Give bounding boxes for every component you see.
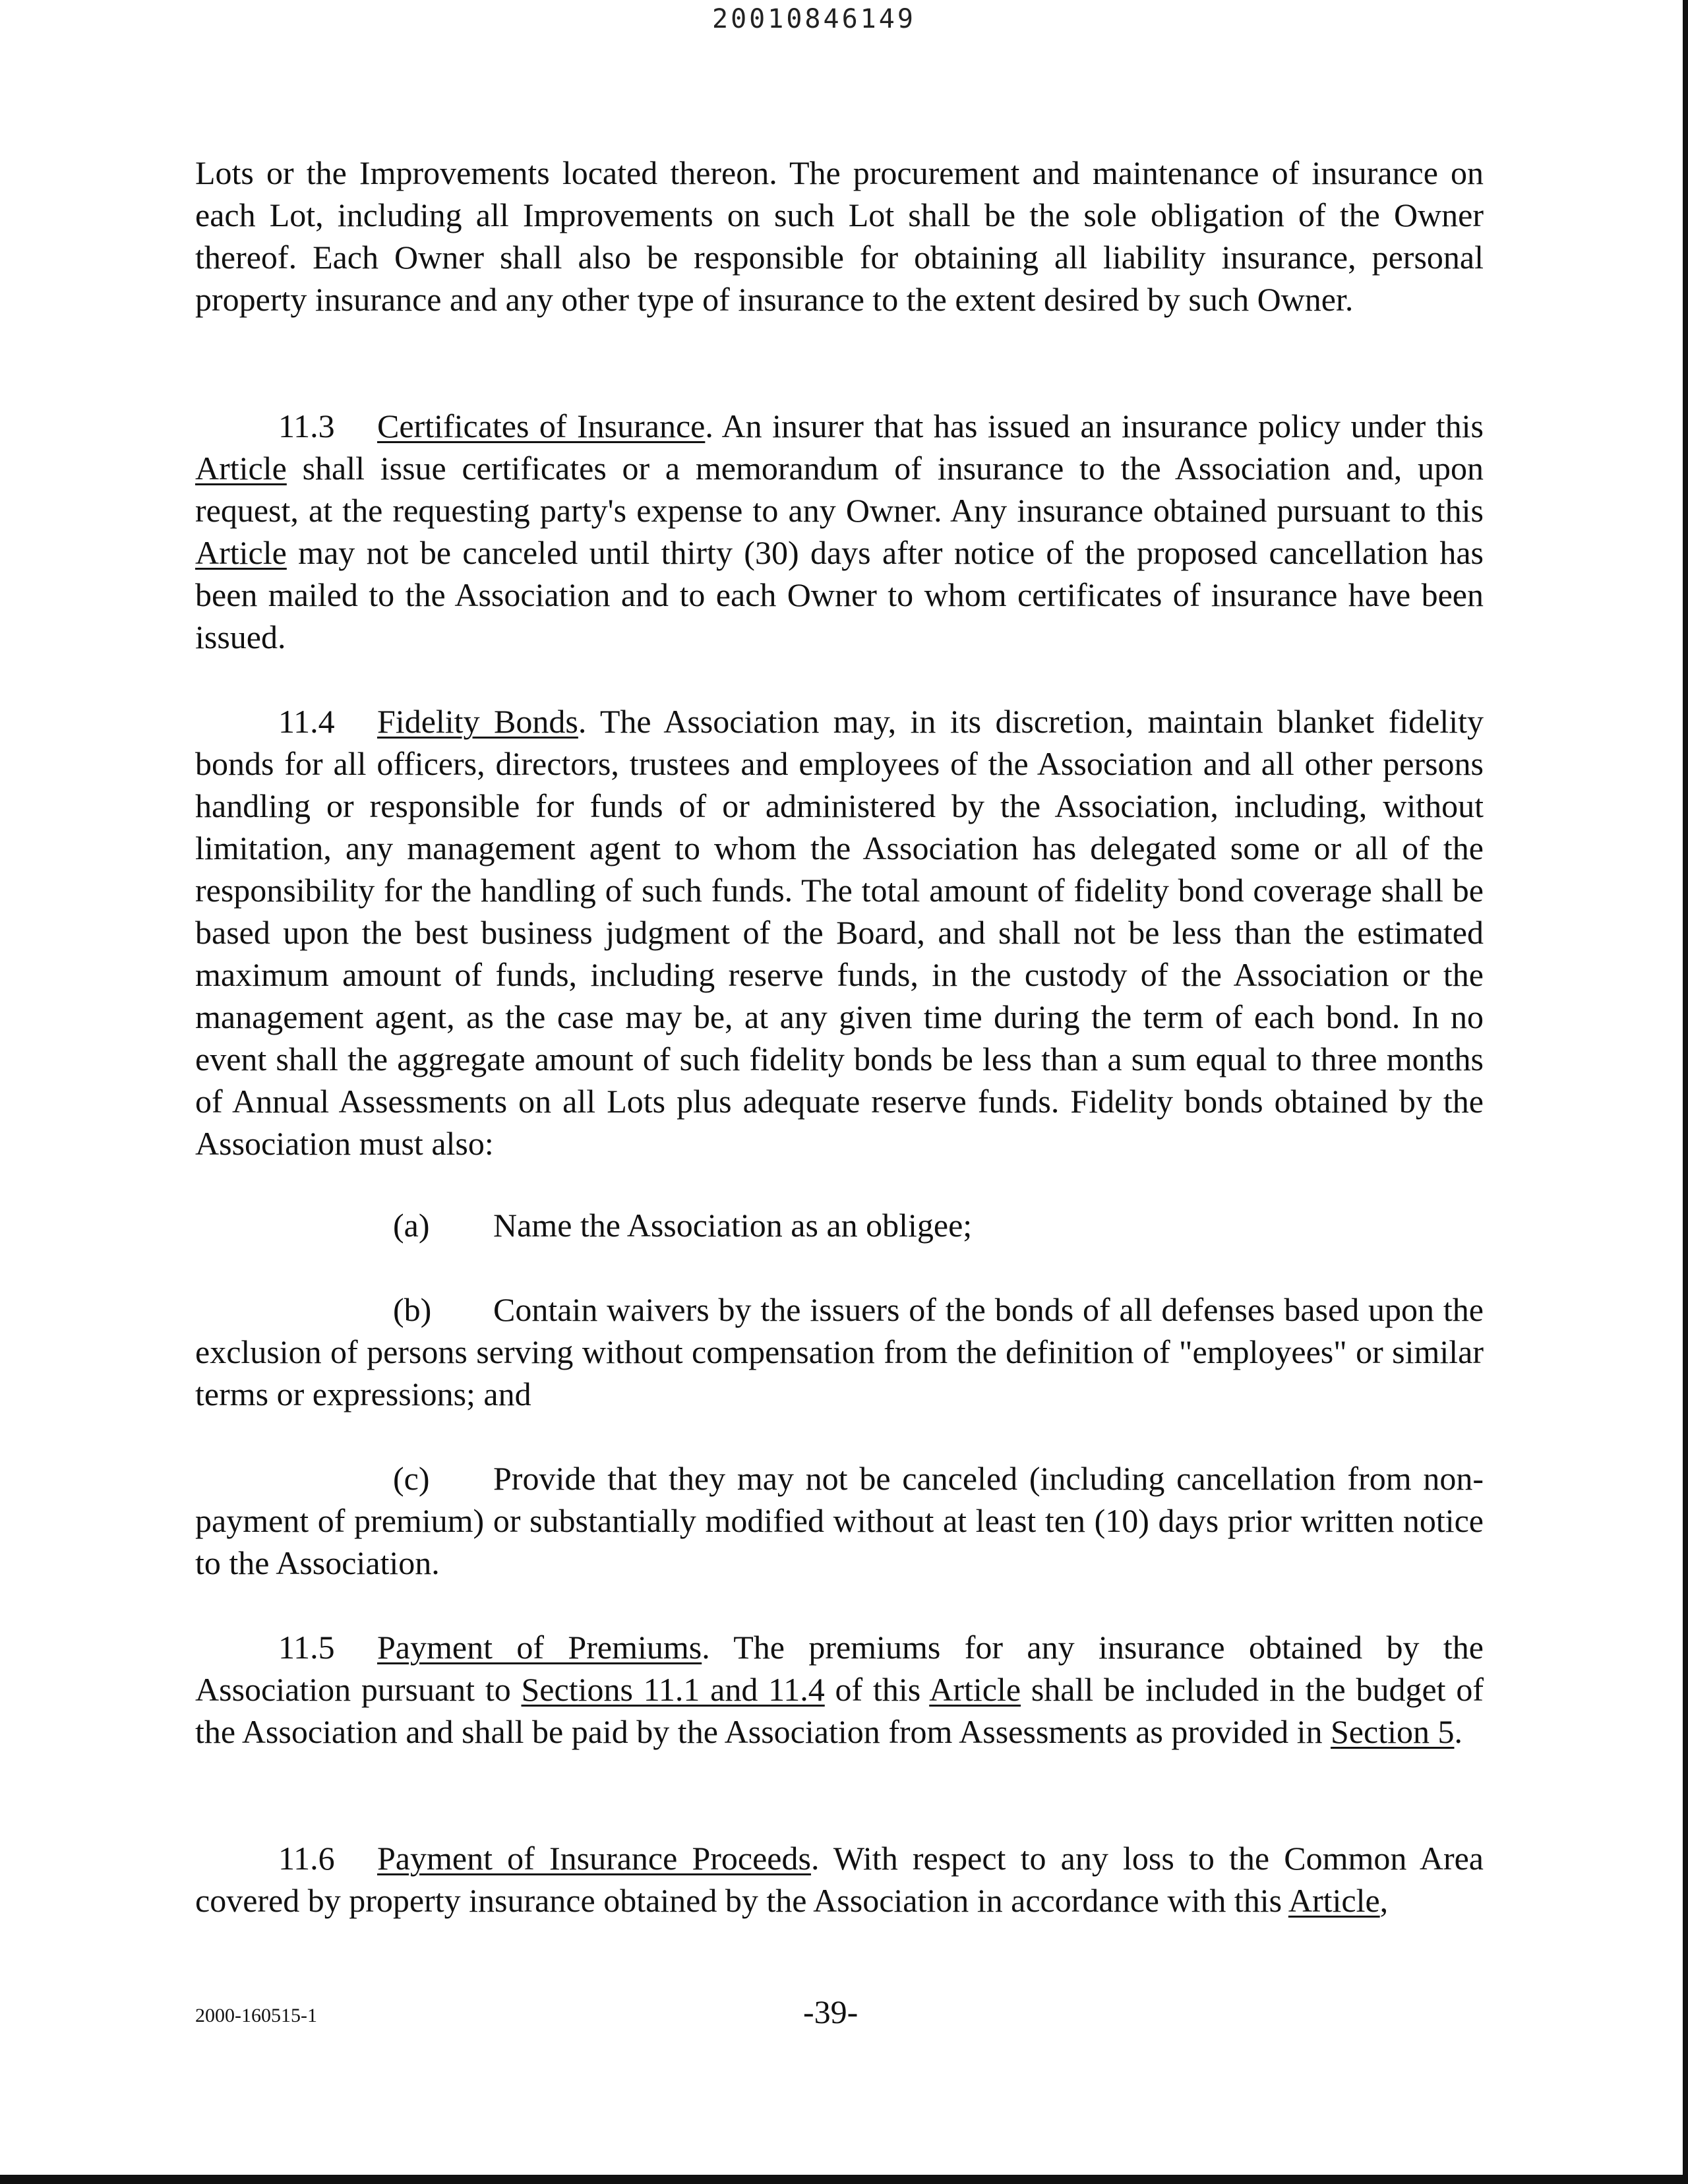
article-reference: Article (195, 450, 287, 487)
section-11-3: 11.3 Certificates of Insurance. An insurer that has issued an insurance policy under this Article shall issue certificates or a memorandum of insurance to the Association and, upon request, at the requesting party's expense to any Owner. Any insurance obtained pursuant to this Article may not be canceled until thirty (30) days after notice of the proposed cancellation has been mailed to the Association and to each Owner to whom certificates of insurance have been issued. (195, 405, 1484, 658)
section-number: 11.6 (278, 1840, 335, 1877)
section-11-5: 11.5 Payment of Premiums. The premiums for any insurance obtained by the Association pursuant to Sections 11.1 and 11.4 of this Article shall be included in the budget of the Association and shall be paid by the Association from Assessments as provided in Section 5. (195, 1626, 1484, 1753)
intro-text: Lots or the Improvements located thereon. The procurement and maintenance of insurance on each Lot, including all Improvements on such Lot shall be the sole obligation of the Owner thereof. Each Owner shall also be responsible for obtaining all liability insurance, personal property insurance and any other type of insurance to the extent desired by such Owner. (195, 154, 1484, 318)
section-title: Fidelity Bonds (377, 703, 578, 740)
section-11-4: 11.4 Fidelity Bonds. The Association may, in its discretion, maintain blanket fidelity bonds for all officers, directors, trustees and employees of the Association and all other persons handling or responsible for funds of or administered by the Association, including, without limitation, any management agent to whom the Association has delegated some or all of the responsibility for the handling of such funds. The total amount of fidelity bond coverage shall be based upon the best business judgment of the Board, and shall not be less than the estimated maximum amount of funds, including reserve funds, in the custody of the Association or the management agent, as the case may be, at any given time during the term of each bond. In no event shall the aggregate amount of such fidelity bonds be less than a sum equal to three months of Annual Assessments on all Lots plus adequate reserve funds. Fidelity bonds obtained by the Association must also: (195, 700, 1484, 1165)
sections-reference: Sections 11.1 and 11.4 (521, 1671, 825, 1708)
section-title: Payment of Premiums (377, 1629, 702, 1666)
section-reference: Section 5 (1331, 1713, 1455, 1750)
clause-c: (c) Provide that they may not be canceled (including cancellation from non-payment of premium) or substantially modified without at least ten (10) days prior written notice to the Association. (195, 1457, 1484, 1584)
section-number: 11.5 (278, 1629, 335, 1666)
article-reference: Article (195, 534, 287, 571)
section-number: 11.4 (278, 703, 335, 740)
clause-label: (c) (393, 1460, 430, 1497)
article-reference: Article (1288, 1882, 1380, 1919)
scan-edge-right (1683, 0, 1688, 2184)
section-number: 11.3 (278, 408, 335, 444)
clause-a: (a) Name the Association as an obligee; (195, 1204, 1484, 1246)
scan-edge-bottom (0, 2175, 1688, 2184)
clause-b: (b) Contain waivers by the issuers of the bonds of all defenses based upon the exclusion of persons serving without compensation from the definition of "employees" or similar terms or expressions; and (195, 1289, 1484, 1415)
section-11-6: 11.6 Payment of Insurance Proceeds. With respect to any loss to the Common Area covered by property insurance obtained by the Association in accordance with this Article, (195, 1837, 1484, 1922)
intro-paragraph (195, 152, 1484, 320)
clause-label: (a) (393, 1207, 430, 1244)
footer-doc-ref: 2000-160515-1 (195, 2005, 317, 2026)
article-reference: Article (929, 1671, 1021, 1708)
section-title: Certificates of Insurance (377, 408, 706, 444)
clause-label: (b) (393, 1291, 432, 1328)
page-number: -39- (803, 1993, 859, 2030)
document-id: 20010846149 (712, 4, 916, 34)
section-title: Payment of Insurance Proceeds (377, 1840, 811, 1877)
